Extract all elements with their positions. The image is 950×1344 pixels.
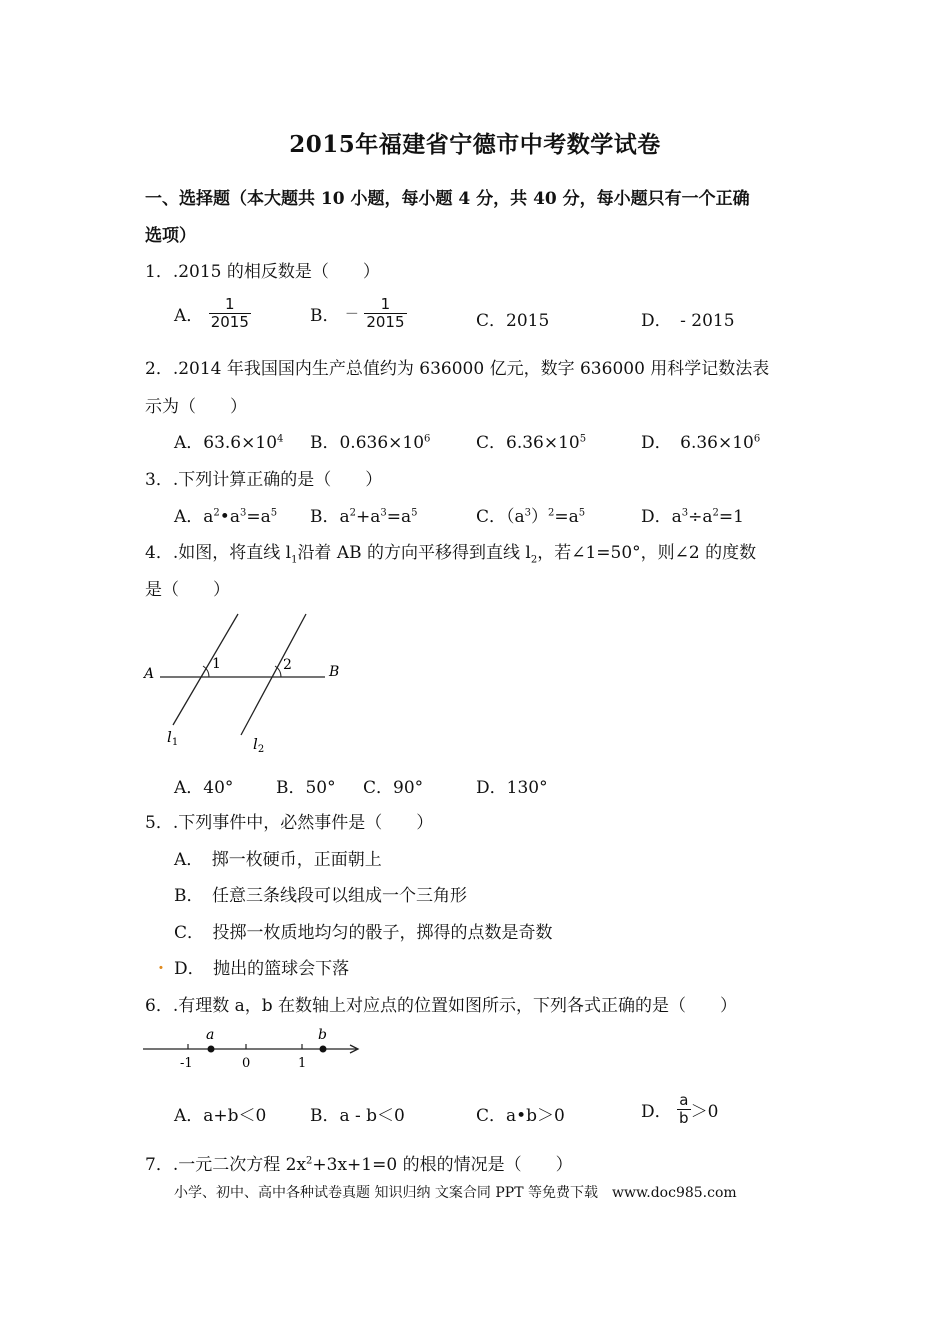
fraction: $\frac{1}{2015}$ bbox=[366, 295, 405, 331]
q4-option-a: A．40° bbox=[174, 778, 234, 798]
question-1: 1．.2015 的相反数是（ ） bbox=[145, 262, 380, 282]
parallel-lines-figure bbox=[140, 608, 350, 758]
label-l2: $l_2$ bbox=[253, 735, 265, 755]
q3-option-a: A．$a^2•a^3=a^5$ bbox=[174, 507, 278, 527]
q2-option-b: B．$0.636\times 10^6$ bbox=[310, 433, 431, 453]
q5-option-c: C． 投掷一枚质地均匀的骰子，掷得的点数是奇数 bbox=[174, 923, 553, 943]
question-4: 4．.如图，将直线 $l_1$沿着 AB 的方向平移得到直线 $l_2$，若∠1=50°，则∠2 的度数 bbox=[145, 543, 757, 566]
page-footer: 小学、初中、高中各种试卷真题 知识归纳 文案合同 PPT 等免费下载 www.doc985.com bbox=[174, 1185, 737, 1201]
tick-label-1: 1 bbox=[298, 1056, 307, 1071]
q5-option-d: D． 抛出的篮球会下落 bbox=[174, 959, 350, 979]
point-b bbox=[320, 1046, 327, 1053]
q3-option-b: B．$a^2+a^3=a^5$ bbox=[310, 507, 418, 527]
page-title: 2015年福建省宁德市中考数学试卷 bbox=[289, 131, 661, 158]
number-line-figure bbox=[140, 1024, 366, 1074]
q2-option-d: D． $6.36\times 10^6$ bbox=[641, 433, 761, 453]
q1-option-b: B． － $\frac{1}{2015}$ bbox=[310, 295, 405, 331]
question-2-cont: 示为（ ） bbox=[145, 397, 247, 417]
section-heading-cont: 选项） bbox=[145, 226, 196, 246]
label-b: b bbox=[318, 1027, 327, 1043]
q5-option-a: A． 掷一枚硬币，正面朝上 bbox=[174, 850, 382, 870]
section-heading: 一、选择题（本大题共 10 小题，每小题 4 分，共 40 分，每小题只有一个正确 bbox=[145, 189, 750, 209]
question-7: 7．.一元二次方程 $2x^2+3x+1=0$ 的根的情况是（ ） bbox=[145, 1155, 573, 1175]
question-2: 2．.2014 年我国国内生产总值约为 636000 亿元，数字 636000 用科学记数法表 bbox=[145, 359, 770, 379]
orange-dot: . bbox=[158, 954, 164, 974]
q2-option-c: C．$6.36\times 10^5$ bbox=[476, 433, 587, 453]
q1-option-c: C．2015 bbox=[476, 311, 550, 331]
label-a: a bbox=[206, 1027, 215, 1043]
q4-option-c: C．90° bbox=[363, 778, 424, 798]
tick-label-minus-1: -1 bbox=[180, 1056, 193, 1071]
q6-option-d: D． $\frac{a}{b}$ ＞0 bbox=[641, 1091, 719, 1127]
q3-option-c: C．$(a^3)^2=a^5$ bbox=[476, 507, 586, 527]
q2-option-a: A．$63.6\times 10^4$ bbox=[174, 433, 284, 453]
q4-option-b: B．50° bbox=[276, 778, 336, 798]
angle-2-arc bbox=[275, 666, 281, 677]
question-6: 6．.有理数 a，b 在数轴上对应点的位置如图所示，下列各式正确的是（ ） bbox=[145, 996, 738, 1016]
label-angle-1: 1 bbox=[212, 656, 221, 672]
question-4-cont: 是（ ） bbox=[145, 580, 230, 600]
q4-option-d: D．130° bbox=[476, 778, 548, 798]
point-a bbox=[208, 1046, 215, 1053]
question-5: 5．.下列事件中，必然事件是（ ） bbox=[145, 813, 434, 833]
q5-option-b: B． 任意三条线段可以组成一个三角形 bbox=[174, 886, 467, 906]
label-angle-2: 2 bbox=[283, 657, 292, 673]
q1-option-d: D． - 2015 bbox=[641, 311, 735, 331]
tick-label-0: 0 bbox=[242, 1056, 251, 1071]
question-3: 3．.下列计算正确的是（ ） bbox=[145, 470, 383, 490]
fraction: $\frac{a}{b}$ bbox=[679, 1091, 689, 1127]
label-l1: $l_1$ bbox=[167, 728, 179, 748]
q6-option-b: B．a - b＜0 bbox=[310, 1106, 405, 1126]
q3-option-d: D．$a^3\div a^2=1$ bbox=[641, 507, 744, 527]
q6-option-c: C．a•b＞0 bbox=[476, 1106, 565, 1126]
q6-option-a: A．a+b＜0 bbox=[174, 1106, 267, 1126]
label-b: B bbox=[329, 664, 340, 680]
fraction: $\frac{1}{2015}$ bbox=[210, 295, 249, 331]
q1-option-a: A． $\frac{1}{2015}$ bbox=[174, 295, 249, 331]
label-a: A bbox=[144, 666, 155, 682]
line-l2 bbox=[241, 614, 306, 735]
line-l1 bbox=[173, 614, 238, 725]
